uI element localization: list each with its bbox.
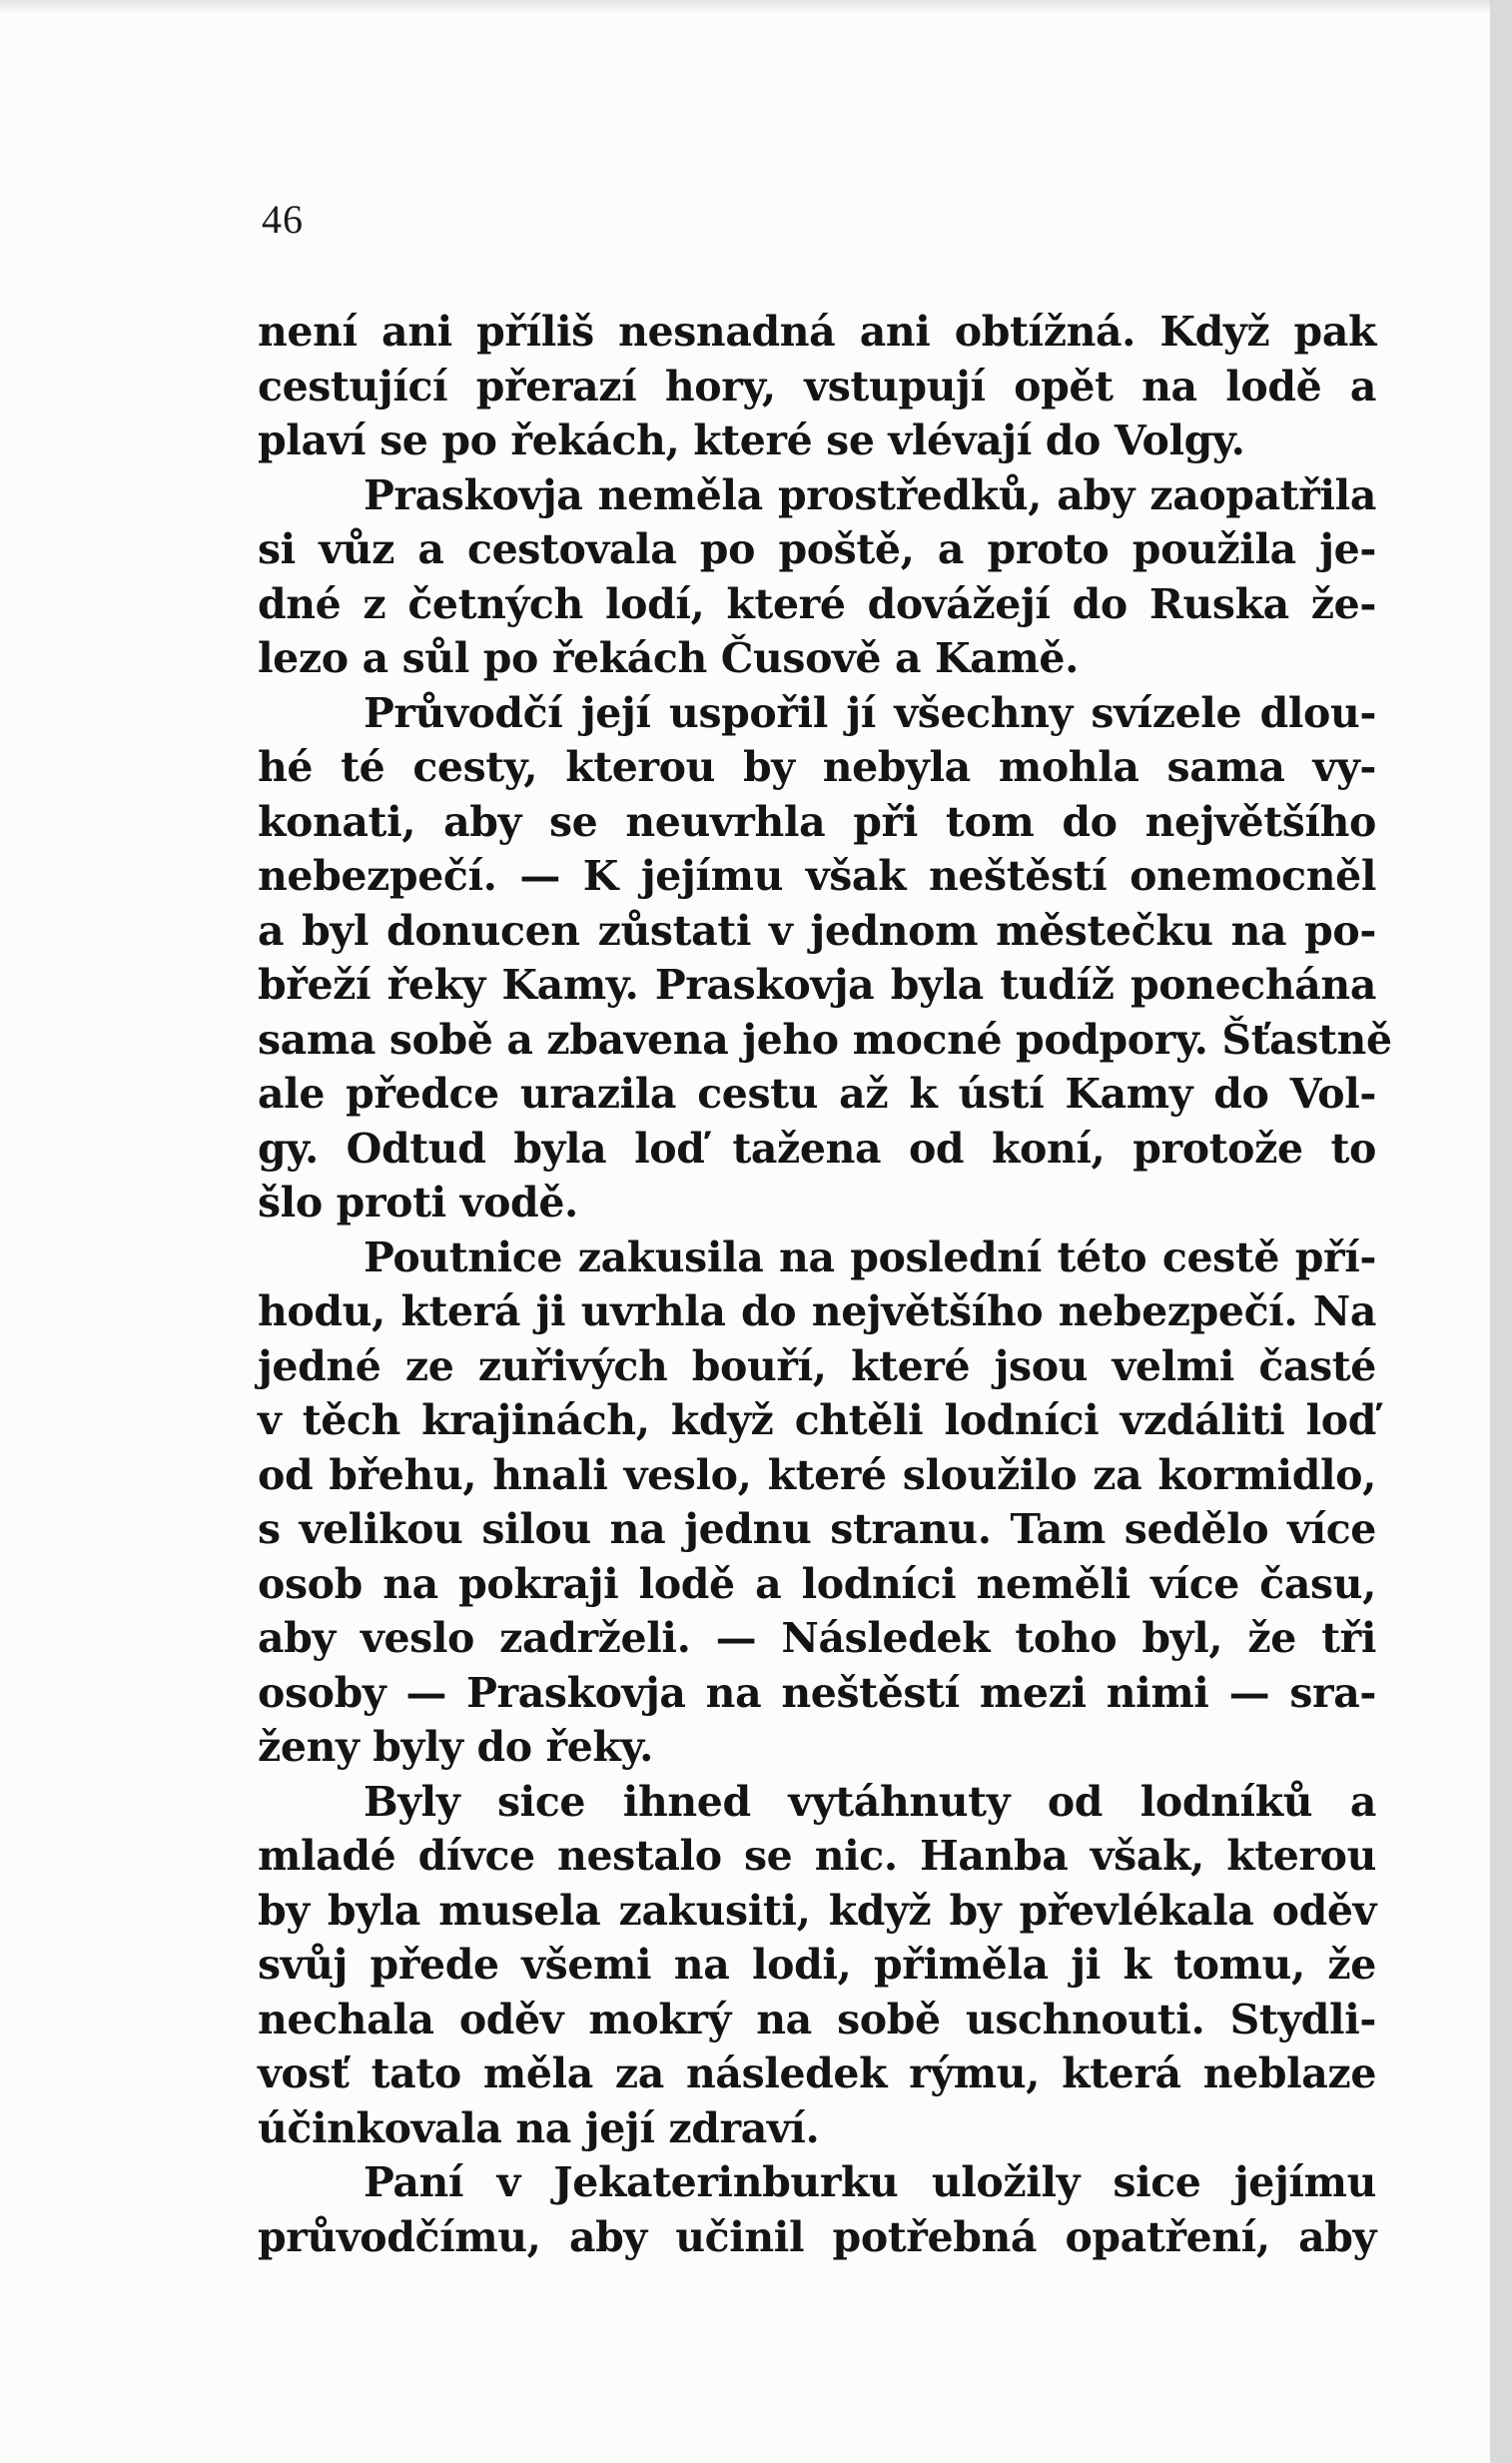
text-line: lezo a sůl po řekách Čusově a Kamě. bbox=[258, 634, 1079, 682]
text-line: šlo proti vodě. bbox=[258, 1179, 578, 1227]
paragraph-1 bbox=[258, 305, 1376, 468]
paragraph-4 bbox=[258, 1231, 1376, 1775]
page-number: 46 bbox=[262, 197, 304, 242]
text-line: účinkovala na její zdraví. bbox=[258, 2103, 820, 2152]
text-line: aby veslo zadrželi. — Následek toho byl, že tři bbox=[258, 1614, 1376, 1662]
text-line: ženy byly do řeky. bbox=[258, 1723, 654, 1771]
text-line: v těch krajinách, když chtěli lodníci vzdáliti loď bbox=[258, 1396, 1376, 1444]
text-line: plaví se po řekách, které se vlévají do Volgy. bbox=[258, 416, 1245, 464]
text-line: vosť tato měla za následek rýmu, která neblaze bbox=[258, 2050, 1376, 2097]
paragraph-6 bbox=[258, 2155, 1376, 2264]
page-right-edge bbox=[1490, 0, 1512, 2463]
body-text bbox=[258, 305, 1392, 2264]
text-line: by byla musela zakusiti, když by převlékala oděv bbox=[258, 1886, 1376, 1935]
text-line: osoby — Praskovja na neštěstí mezi nimi — sra- bbox=[258, 1668, 1376, 1717]
text-line: Průvodčí její uspořil jí všechny svízele dlou- bbox=[364, 688, 1376, 737]
text-line: nebezpečí. — K jejímu však neštěstí onemocněl bbox=[258, 852, 1376, 900]
text-line: konati, aby se neuvrhla při tom do největšího bbox=[258, 797, 1376, 846]
paragraph-2 bbox=[258, 468, 1376, 686]
text-line: Byly sice ihned vytáhnuty od lodníků a bbox=[364, 1777, 1376, 1826]
text-line: a byl donucen zůstati v jednom městečku na po- bbox=[258, 906, 1376, 955]
text-line: nechala oděv mokrý na sobě uschnouti. Stydli- bbox=[258, 1995, 1376, 2044]
text-line: břeží řeky Kamy. Praskovja byla tudíž ponechána bbox=[258, 961, 1376, 1009]
text-line: osob na pokraji lodě a lodníci neměli více času, bbox=[258, 1559, 1376, 1608]
text-line: svůj přede všemi na lodi, přiměla ji k tomu, že bbox=[258, 1941, 1376, 1989]
paragraph-5 bbox=[258, 1775, 1376, 2156]
text-line: hodu, která ji uvrhla do největšího nebezpečí. Na bbox=[258, 1287, 1376, 1335]
text-line: s velikou silou na jednu stranu. Tam sedělo více bbox=[258, 1505, 1376, 1553]
text-line: mladé dívce nestalo se nic. Hanba však, kterou bbox=[258, 1832, 1376, 1880]
paragraph-3 bbox=[258, 686, 1392, 1231]
text-line: od břehu, hnali veslo, které sloužilo za kormidlo, bbox=[258, 1450, 1376, 1499]
text-line: Poutnice zakusila na poslední této cestě pří- bbox=[364, 1232, 1376, 1281]
text-line: není ani příliš nesnadná ani obtížná. Když pak bbox=[258, 308, 1376, 356]
text-line: průvodčímu, aby učinil potřebná opatření, aby bbox=[258, 2212, 1376, 2261]
text-line: gy. Odtud byla loď tažena od koní, protože to bbox=[258, 1124, 1376, 1173]
page-top-shadow bbox=[0, 0, 1512, 14]
text-line: sama sobě a zbavena jeho mocné podpory. Šťastně bbox=[258, 1015, 1392, 1064]
text-line: ale předce urazila cestu až k ústí Kamy do Vol- bbox=[258, 1070, 1376, 1118]
text-line: Praskovja neměla prostředků, aby zaopatřila bbox=[364, 470, 1376, 519]
text-line: dné z četných lodí, které dovážejí do Ruska že- bbox=[258, 579, 1376, 628]
text-line: Paní v Jekaterinburku uložily sice jejímu bbox=[364, 2158, 1376, 2206]
text-line: jedné ze zuřivých bouří, které jsou velmi časté bbox=[258, 1341, 1376, 1390]
text-line: hé té cesty, kterou by nebyla mohla sama vy- bbox=[258, 743, 1376, 791]
text-line: cestující přerazí hory, vstupují opět na lodě a bbox=[258, 362, 1376, 410]
text-line: si vůz a cestovala po poště, a proto použila je- bbox=[258, 525, 1376, 573]
